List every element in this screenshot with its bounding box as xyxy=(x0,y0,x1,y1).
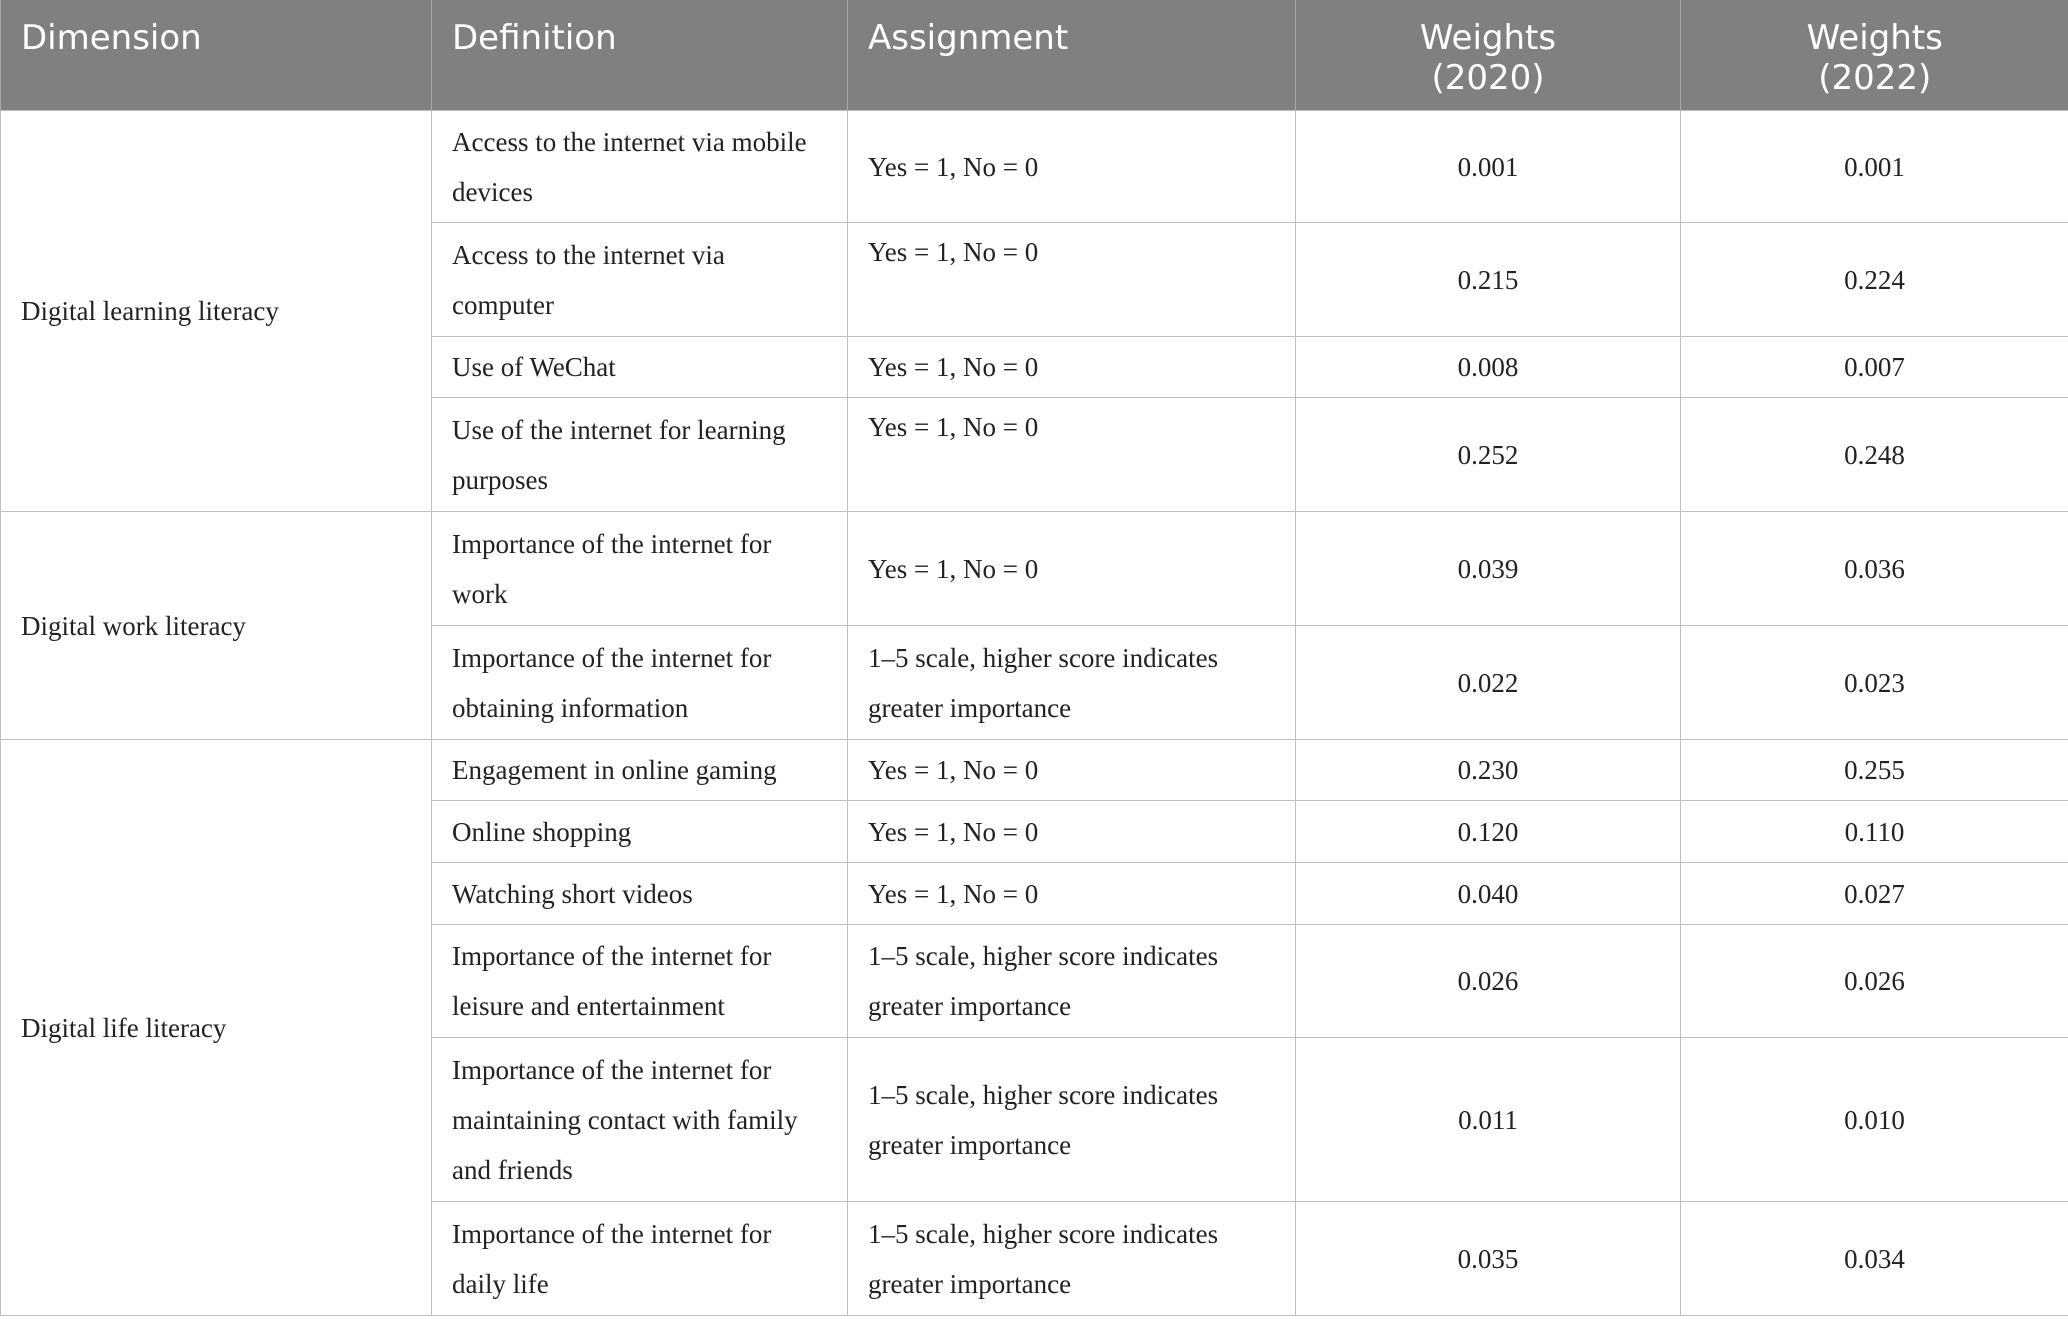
weight-2022-cell: 0.026 xyxy=(1681,925,2068,1038)
assignment-cell: 1–5 scale, higher score indicates greater importance xyxy=(848,1202,1296,1316)
assignment-cell: Yes = 1, No = 0 xyxy=(848,337,1296,398)
weight-2022-cell: 0.007 xyxy=(1681,337,2068,398)
definition-cell: Importance of the internet for maintaining contact with family and friends xyxy=(432,1038,848,1202)
dimension-cell: Digital learning literacy xyxy=(1,111,432,512)
weight-2020-cell: 0.252 xyxy=(1296,398,1681,512)
weight-2022-cell: 0.001 xyxy=(1681,111,2068,223)
weight-2020-cell: 0.026 xyxy=(1296,925,1681,1038)
assignment-cell: 1–5 scale, higher score indicates greater importance xyxy=(848,1038,1296,1202)
definition-cell: Access to the internet via computer xyxy=(432,223,848,337)
assignment-cell: Yes = 1, No = 0 xyxy=(848,111,1296,223)
weight-2020-cell: 0.039 xyxy=(1296,512,1681,626)
assignment-cell: Yes = 1, No = 0 xyxy=(848,863,1296,925)
assignment-cell: Yes = 1, No = 0 xyxy=(848,223,1296,337)
definition-cell: Use of the internet for learning purposes xyxy=(432,398,848,512)
weight-2020-cell: 0.001 xyxy=(1296,111,1681,223)
table-row xyxy=(1,111,2068,223)
weight-2022-cell: 0.224 xyxy=(1681,223,2068,337)
weight-2020-cell: 0.120 xyxy=(1296,801,1681,863)
weight-2022-cell: 0.010 xyxy=(1681,1038,2068,1202)
header-weights-2020: Weights (2020) xyxy=(1296,0,1681,111)
table-row xyxy=(1,740,2068,801)
definition-cell: Online shopping xyxy=(432,801,848,863)
header-weights-2022: Weights (2022) xyxy=(1681,0,2068,111)
weight-2022-cell: 0.023 xyxy=(1681,626,2068,740)
definition-cell: Use of WeChat xyxy=(432,337,848,398)
assignment-cell: 1–5 scale, higher score indicates greater importance xyxy=(848,925,1296,1038)
definition-cell: Importance of the internet for obtaining information xyxy=(432,626,848,740)
assignment-cell: Yes = 1, No = 0 xyxy=(848,740,1296,801)
weight-2022-cell: 0.248 xyxy=(1681,398,2068,512)
assignment-cell: Yes = 1, No = 0 xyxy=(848,398,1296,512)
weight-2020-cell: 0.008 xyxy=(1296,337,1681,398)
dimension-cell: Digital work literacy xyxy=(1,512,432,740)
weight-2020-cell: 0.035 xyxy=(1296,1202,1681,1316)
weight-2022-cell: 0.027 xyxy=(1681,863,2068,925)
assignment-cell: Yes = 1, No = 0 xyxy=(848,512,1296,626)
definition-cell: Watching short videos xyxy=(432,863,848,925)
header-row xyxy=(1,0,2068,111)
weight-2022-cell: 0.036 xyxy=(1681,512,2068,626)
weight-2020-cell: 0.011 xyxy=(1296,1038,1681,1202)
header-assignment: Assignment xyxy=(848,0,1296,111)
weight-2022-cell: 0.034 xyxy=(1681,1202,2068,1316)
header-dimension: Dimension xyxy=(1,0,432,111)
weight-2020-cell: 0.022 xyxy=(1296,626,1681,740)
definition-cell: Importance of the internet for work xyxy=(432,512,848,626)
weight-2022-cell: 0.255 xyxy=(1681,740,2068,801)
header-definition: Definition xyxy=(432,0,848,111)
weight-2020-cell: 0.040 xyxy=(1296,863,1681,925)
assignment-cell: Yes = 1, No = 0 xyxy=(848,801,1296,863)
definition-cell: Importance of the internet for leisure and entertainment xyxy=(432,925,848,1038)
assignment-cell: 1–5 scale, higher score indicates greater importance xyxy=(848,626,1296,740)
weight-2022-cell: 0.110 xyxy=(1681,801,2068,863)
definition-cell: Importance of the internet for daily life xyxy=(432,1202,848,1316)
weight-2020-cell: 0.215 xyxy=(1296,223,1681,337)
dimension-cell: Digital life literacy xyxy=(1,740,432,1316)
definition-cell: Access to the internet via mobile devices xyxy=(432,111,848,223)
weight-2020-cell: 0.230 xyxy=(1296,740,1681,801)
table-row xyxy=(1,512,2068,626)
definition-cell: Engagement in online gaming xyxy=(432,740,848,801)
